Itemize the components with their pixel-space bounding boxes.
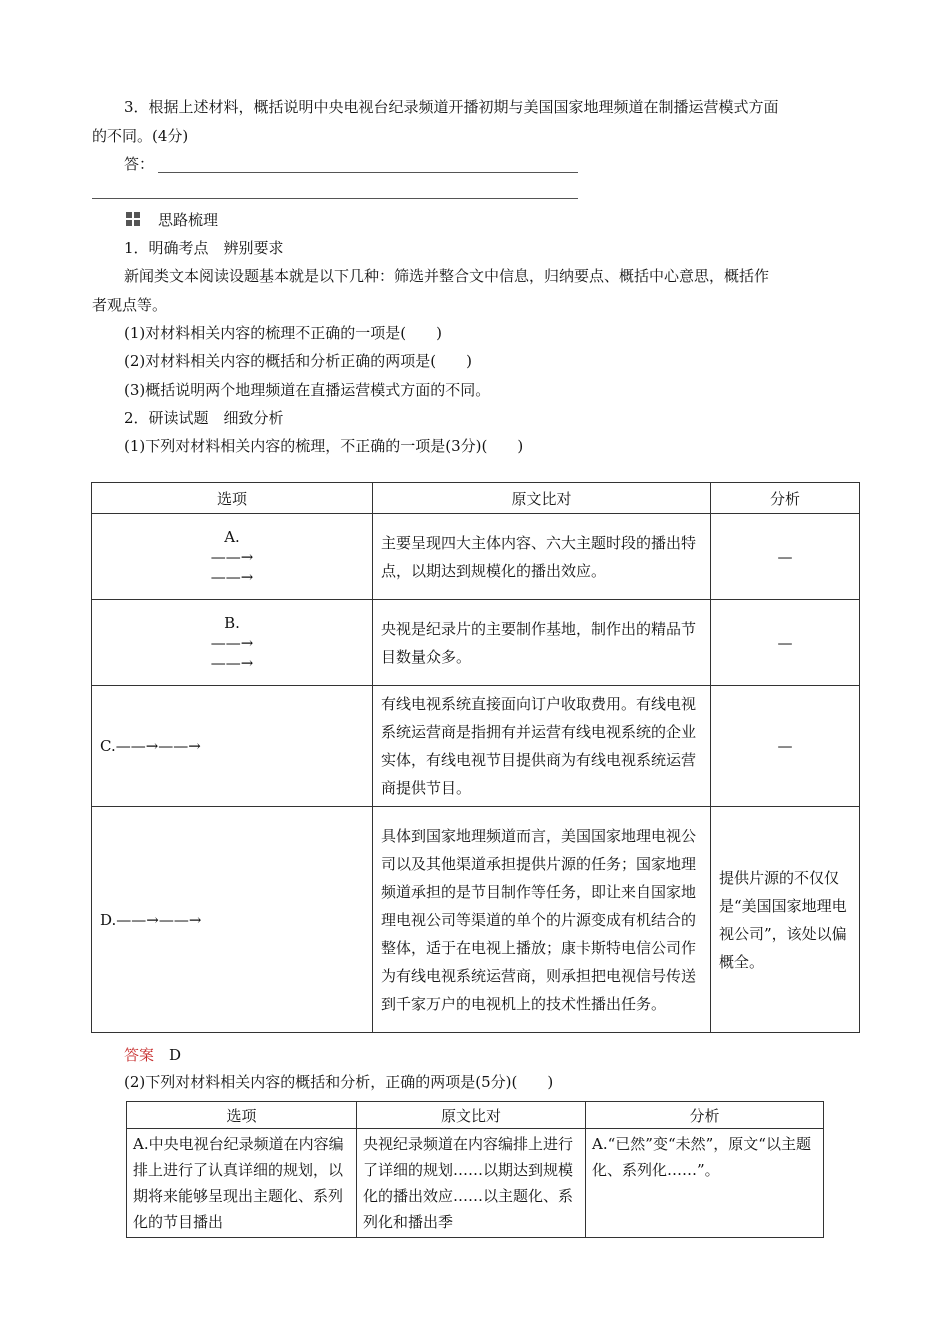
requirement-item: (3)概括说明两个地理频道在直播运营模式方面的不同。	[124, 381, 491, 399]
answer-line	[124, 1045, 181, 1065]
intro-line-2: 者观点等。	[92, 296, 168, 314]
requirement-item: (1)对材料相关内容的梳理不正确的一项是( )	[124, 324, 442, 342]
option-letter: B.	[224, 613, 240, 632]
arrow-icon: ——→——→	[116, 910, 202, 929]
arrow-icon: ——→	[210, 653, 254, 672]
analysis-table-2	[126, 1101, 824, 1238]
table-row	[92, 600, 860, 686]
arrow-icon: ——→	[210, 547, 254, 566]
original-cell: 主要呈现四大主体内容、六大主题时段的播出特点，以期达到规模化的播出效应。	[373, 514, 711, 600]
arrow-icon: ——→	[210, 567, 254, 586]
step-1-title: 1．明确考点 辨别要求	[124, 239, 284, 257]
q1-title: (1)下列对材料相关内容的梳理，不正确的一项是(3分)( )	[124, 437, 524, 455]
answer-label: 答案	[124, 1046, 155, 1064]
q2-title: (2)下列对材料相关内容的概括和分析，正确的两项是(5分)( )	[124, 1073, 554, 1091]
header-analysis: 分析	[711, 483, 860, 514]
header-option: 选项	[127, 1102, 357, 1129]
analysis-cell: —	[711, 686, 860, 807]
header-option: 选项	[92, 483, 373, 514]
answer-label: 答：	[124, 155, 155, 173]
table-row	[92, 686, 860, 807]
option-cell	[92, 686, 373, 807]
option-letter: D.	[100, 910, 117, 929]
analysis-cell: —	[711, 600, 860, 686]
original-cell: 有线电视系统直接面向订户收取费用。有线电视系统运营商是指拥有并运营有线电视系统的企业实体，有线电视节目提供商为有线电视系统运营商提供节目。	[373, 686, 711, 807]
grid-icon	[126, 212, 140, 226]
answer-blank-line-1[interactable]	[158, 172, 578, 173]
table-header-row	[127, 1102, 824, 1129]
analysis-cell: 提供片源的不仅仅是“美国国家地理电视公司”，该处以偏概全。	[711, 807, 860, 1033]
arrow-icon: ——→	[210, 633, 254, 652]
answer-value: D	[169, 1046, 182, 1064]
original-cell: 具体到国家地理频道而言，美国国家地理电视公司以及其他渠道承担提供片源的任务；国家地理频道承担的是节目制作等任务，即让来自国家地理电视公司等渠道的单个的片源变成有机结合的整体，适于在电视上播放；康卡斯特电信公司作为有线电视系统运营商，则承担把电视信号传送到千家万户的电视机上的技术性播出任务。	[373, 807, 711, 1033]
table-row	[92, 514, 860, 600]
requirement-item: (2)对材料相关内容的概括和分析正确的两项是( )	[124, 352, 472, 370]
analysis-cell: —	[711, 514, 860, 600]
question-3-line-2: 的不同。(4分)	[92, 127, 189, 145]
table-header-row	[92, 483, 860, 514]
option-cell	[92, 600, 373, 686]
table-row	[127, 1129, 824, 1238]
original-cell: 央视纪录频道在内容编排上进行了详细的规划……以期达到规模化的播出效应……以主题化、系列化和播出季	[357, 1129, 586, 1238]
analysis-cell: A.“已然”变“未然”，原文“以主题化、系列化……”。	[586, 1129, 824, 1238]
table-row	[92, 807, 860, 1033]
option-letter: A.	[224, 527, 240, 546]
original-cell: 央视是纪录片的主要制作基地，制作出的精品节目数量众多。	[373, 600, 711, 686]
intro-line-1: 新闻类文本阅读设题基本就是以下几种：筛选并整合文中信息，归纳要点、概括中心意思，概括作	[124, 267, 770, 285]
option-cell	[92, 514, 373, 600]
header-analysis: 分析	[586, 1102, 824, 1129]
step-2-title: 2．研读试题 细致分析	[124, 409, 284, 427]
analysis-table-1	[91, 482, 860, 1033]
arrow-icon: ——→——→	[115, 737, 201, 755]
option-cell: A.中央电视台纪录频道在内容编排上进行了认真详细的规划，以期将来能够呈现出主题化、系列化的节目播出	[127, 1129, 357, 1238]
option-cell	[92, 807, 373, 1033]
question-3-line-1: 3．根据上述材料，概括说明中央电视台纪录频道开播初期与美国国家地理频道在制播运营模式方面	[124, 98, 779, 116]
option-letter: C.	[100, 737, 116, 755]
answer-blank-line-2[interactable]	[92, 198, 578, 199]
header-original: 原文比对	[357, 1102, 586, 1129]
header-original: 原文比对	[373, 483, 711, 514]
section-heading: 思路梳理	[158, 211, 219, 229]
